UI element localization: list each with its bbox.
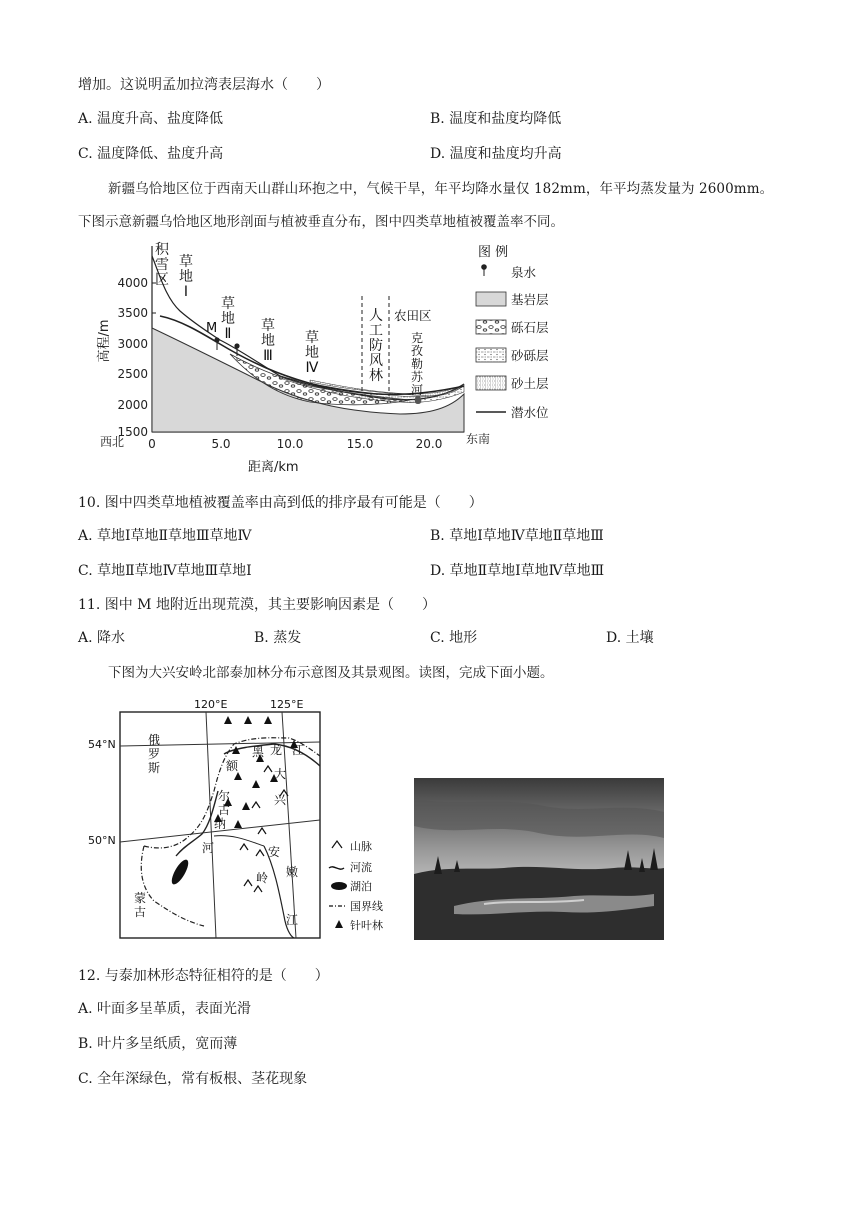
- grassland-4-char-2: 地: [305, 345, 319, 361]
- river-char-1: 克: [410, 331, 424, 345]
- profile-legend: [476, 245, 549, 420]
- northwest-label: 西北: [100, 435, 125, 449]
- y-tick-2000: 2000: [117, 398, 148, 412]
- erguna-char-3: 古: [217, 803, 231, 817]
- grassland-4-char-3: Ⅳ: [305, 360, 319, 376]
- terrain-profile-figure: [80, 236, 549, 454]
- river-char-2: 孜: [410, 344, 424, 358]
- y-tick-3500: 3500: [117, 306, 148, 320]
- map-legend: [329, 840, 383, 932]
- x-tick-15: 15.0: [346, 437, 374, 451]
- erguna-char-2: 尔: [217, 789, 231, 803]
- lon-120-label: 120°E: [194, 698, 228, 711]
- forest-char-4: 风: [369, 353, 383, 369]
- q9-option-c[interactable]: C. 温度降低、盐度升高: [78, 146, 224, 162]
- q9-option-b[interactable]: B. 温度和盐度均降低: [430, 111, 562, 127]
- grassland-3-char-1: 草: [261, 318, 275, 334]
- forest-char-3: 防: [369, 338, 383, 354]
- farmland-label: 农田区: [394, 308, 432, 323]
- southeast-label: 东南: [466, 432, 491, 446]
- erguna-char-5: 河: [201, 841, 215, 855]
- daxinganling-char-4: 岭: [255, 871, 269, 885]
- forest-char-1: 人: [369, 308, 383, 324]
- q10-option-b[interactable]: B. 草地Ⅰ草地Ⅳ草地Ⅱ草地Ⅲ: [430, 528, 604, 544]
- lat-50-label: 50°N: [88, 834, 116, 847]
- daxinganling-char-1: 大: [273, 767, 287, 781]
- snow-zone-char-2: 雪: [155, 257, 169, 273]
- point-m-label: M: [206, 321, 218, 336]
- russia-char-2: 罗: [147, 747, 161, 761]
- map-legend-lake: 湖泊: [350, 880, 372, 893]
- grassland-1-char-2: 地: [179, 269, 193, 285]
- q11-option-d[interactable]: D. 土壤: [606, 630, 654, 646]
- nenjiang-char-1: 嫩: [285, 865, 299, 879]
- mongolia-char-1: 蒙: [133, 891, 147, 905]
- river-char-5: 河: [410, 383, 424, 397]
- y-tick-3000: 3000: [117, 337, 148, 351]
- grassland-4-char-1: 草: [305, 330, 319, 346]
- heilongjiang-char-3: 江: [291, 743, 305, 757]
- x-tick-10: 10.0: [276, 437, 304, 451]
- daxinganling-char-3: 安: [267, 845, 281, 859]
- map-legend-river: 河流: [350, 861, 372, 874]
- map-legend-conifer: 针叶林: [350, 919, 383, 932]
- forest-char-5: 林: [369, 368, 383, 384]
- heilongjiang-char-1: 黑: [251, 745, 265, 759]
- legend-title: 图 例: [478, 245, 509, 260]
- legend-bedrock: 基岩层: [511, 292, 549, 307]
- river-char-3: 勒: [410, 357, 424, 371]
- q10-option-c[interactable]: C. 草地Ⅱ草地Ⅳ草地Ⅲ草地Ⅰ: [78, 563, 252, 579]
- x-tick-0: 0: [148, 437, 156, 451]
- lon-125-label: 125°E: [270, 698, 304, 711]
- x-tick-20: 20.0: [415, 437, 443, 451]
- q10-option-d[interactable]: D. 草地Ⅱ草地Ⅰ草地Ⅳ草地Ⅲ: [430, 563, 605, 579]
- taiga-landscape-photo: [414, 778, 664, 940]
- q10-stem: 10. 图中四类草地植被覆盖率由高到低的排序最有可能是（ ）: [78, 495, 483, 511]
- q12-option-c[interactable]: C. 全年深绿色，常有板根、茎花现象: [78, 1071, 308, 1087]
- q10-option-a[interactable]: A. 草地Ⅰ草地Ⅱ草地Ⅲ草地Ⅳ: [78, 528, 252, 544]
- intro2: 下图为大兴安岭北部泰加林分布示意图及其景观图。读图，完成下面小题。: [108, 665, 554, 681]
- legend-water-table: 潜水位: [511, 405, 549, 420]
- y-tick-4000: 4000: [117, 276, 148, 290]
- q9-stem-end: 增加。这说明孟加拉湾表层海水（ ）: [78, 77, 330, 93]
- q9-option-d[interactable]: D. 温度和盐度均升高: [430, 146, 562, 162]
- taiga-distribution-map: [84, 696, 404, 946]
- map-legend-border: 国界线: [350, 900, 383, 913]
- q9-option-a[interactable]: A. 温度升高、盐度降低: [78, 111, 224, 127]
- grassland-2-char-3: Ⅱ: [224, 326, 232, 342]
- profile-xlabel: 距离/km: [248, 460, 299, 475]
- nenjiang-char-2: 江: [285, 913, 299, 927]
- intro1-line2: 下图示意新疆乌恰地区地形剖面与植被垂直分布，图中四类草地植被覆盖率不同。: [78, 214, 564, 230]
- erguna-char-1: 额: [225, 759, 239, 773]
- grassland-2-char-1: 草: [221, 296, 235, 312]
- legend-sand-soil: 砂土层: [511, 376, 549, 391]
- river-char-4: 苏: [410, 370, 424, 384]
- spring-legend-icon: [481, 264, 487, 276]
- q11-stem: 11. 图中 M 地附近出现荒漠，其主要影响因素是（ ）: [78, 597, 436, 613]
- legend-gravel: 砾石层: [511, 320, 549, 335]
- daxinganling-char-2: 兴: [273, 793, 287, 807]
- legend-sand-gravel: 砂砾层: [511, 348, 549, 363]
- legend-spring: 泉水: [511, 265, 537, 280]
- y-tick-2500: 2500: [117, 367, 148, 381]
- map-legend-mountain: 山脉: [350, 840, 372, 853]
- intro1-line1: 新疆乌恰地区位于西南天山群山环抱之中，气候干旱，年平均降水量仅 182mm，年平均蒸发量为 2600mm。: [108, 181, 774, 197]
- grassland-1-char-3: Ⅰ: [183, 284, 189, 300]
- lat-54-label: 54°N: [88, 738, 116, 751]
- mongolia-char-2: 古: [133, 905, 147, 919]
- y-tick-1500: 1500: [117, 425, 148, 439]
- q12-option-a[interactable]: A. 叶面多呈革质，表面光滑: [78, 1001, 252, 1017]
- grassland-3-char-3: Ⅲ: [263, 348, 273, 364]
- q11-option-c[interactable]: C. 地形: [430, 630, 478, 646]
- q11-option-b[interactable]: B. 蒸发: [254, 630, 302, 646]
- forest-char-2: 工: [369, 323, 383, 339]
- grassland-3-char-2: 地: [261, 333, 275, 349]
- russia-char-3: 斯: [147, 761, 161, 775]
- x-tick-5: 5.0: [211, 437, 231, 451]
- heilongjiang-char-2: 龙: [269, 743, 283, 757]
- russia-char-1: 俄: [147, 733, 161, 747]
- snow-zone-char-1: 积: [155, 242, 169, 258]
- grassland-1-char-1: 草: [179, 254, 193, 270]
- q11-option-a[interactable]: A. 降水: [78, 630, 126, 646]
- q12-option-b[interactable]: B. 叶片多呈纸质，宽而薄: [78, 1036, 238, 1052]
- grassland-2-char-2: 地: [221, 311, 235, 327]
- profile-ylabel: 高程/m: [97, 319, 112, 363]
- erguna-char-4: 纳: [213, 817, 227, 831]
- snow-zone-char-3: 区: [155, 272, 169, 288]
- q12-stem: 12. 与泰加林形态特征相符的是（ ）: [78, 968, 329, 984]
